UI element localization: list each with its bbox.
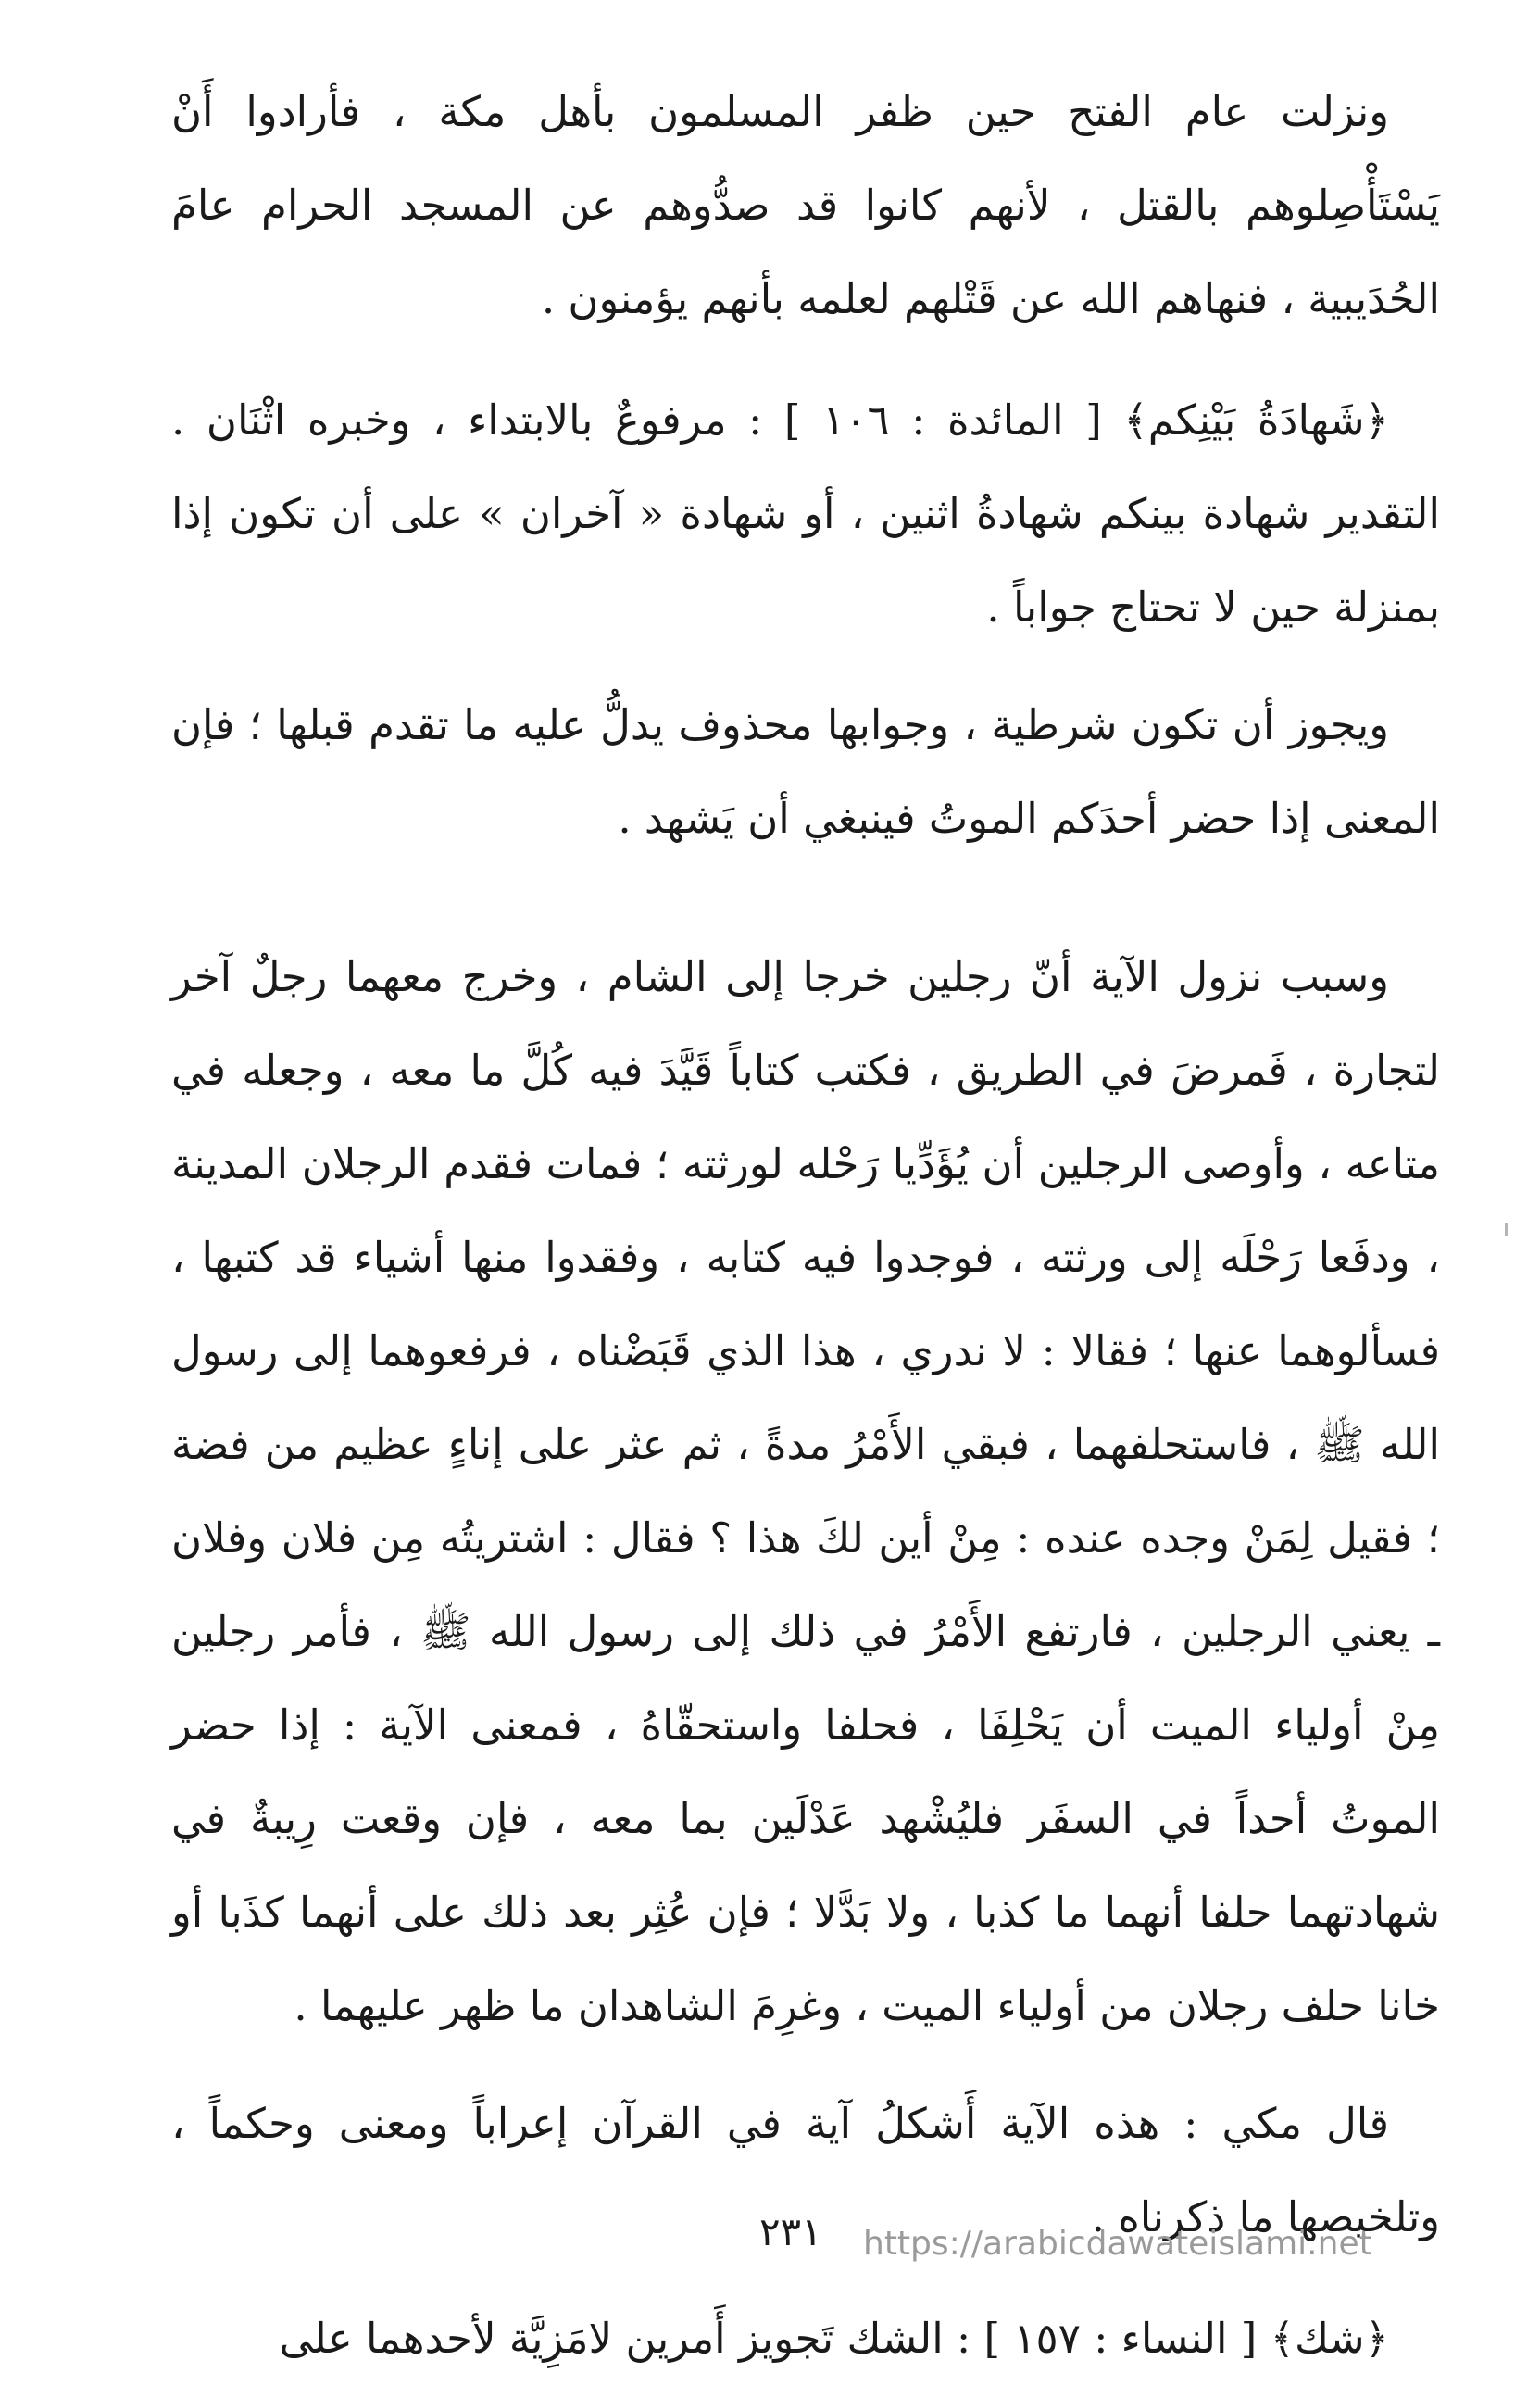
paragraph-makki-quote: قال مكي : هذه الآية أَشكلُ آية في القرآن إعراباً ومعنى وحكماً ، وتلخيصها ما ذكرناه . [171, 2099, 1440, 2241]
margin-speck [1505, 1223, 1508, 1236]
paragraph-shakk-definition: ﴿شك﴾ [ النساء : ١٥٧ ] : الشك تَجويز أَمرين لامَزِيَّة لأحدهما على [279, 2314, 1389, 2363]
paragraph-fath-mecca: ونزلت عام الفتح حين ظفر المسلمون بأهل مكة ، فأرادوا أَنْ يَسْتَأْصِلوهم بالقتل ، لأنهم كانوا قد صدُّوهم عن المسجد الحرام عامَ الحُدَيبية ، فنهاهم الله عن قَتْلهم لعلمه بأنهم يؤمنون . [171, 87, 1440, 323]
page-number: ٢٣١ [759, 2209, 822, 2254]
body-text [171, 65, 1440, 2385]
paragraph-conditional: ويجوز أن تكون شرطية ، وجوابها محذوف يدلُّ عليه ما تقدم قبلها ؛ فإن المعنى إذا حضر أحدَكم الموتُ فينبغي أن يَشهد . [171, 700, 1440, 843]
paragraph-revelation-cause: وسبب نزول الآية أنّ رجلين خرجا إلى الشام ، وخرج معهما رجلٌ آخر لتجارة ، فَمرضَ في الطريق ، فكتب كتاباً قَيَّدَ فيه كُلَّ ما معه ، وجعله في متاعه ، وأوصى الرجلين أن يُؤَدِّيا رَحْله لورثته ؛ فمات فقدم الرجلان المدينة ، ودفَعا رَحْلَه إلى ورثته ، فوجدوا فيه كتابه ، وفقدوا منها أشياء قد كتبها ، فسألوهما عنها ؛ فقالا : لا ندري ، هذا الذي قَبَضْناه ، فرفعوهما إلى رسول الله ﷺ ، فاستحلفهما ، فبقي الأَمْرُ مدةً ، ثم عثر على إناءٍ عظيم من فضة ؛ فقيل لِمَنْ وجده عنده : مِنْ أين لكَ هذا ؟ فقال : اشتريتُه مِن فلان وفلان ـ يعني الرجلين ، فارتفع الأَمْرُ في ذلك إلى رسول الله ﷺ ، فأمر رجلين مِنْ أولياء الميت أن يَحْلِفَا ، فحلفا واستحقّاهُ ، فمعنى الآية : إذا حضر الموتُ أحداً في السفَر فليُشْهد عَدْلَين بما معه ، فإن وقعت رِيبةٌ في شهادتهما حلفا أنهما ما كذبا ، ولا بَدَّلا ؛ فإن عُثِر بعد ذلك على أنهما كذَبا أو خانا حلف رجلان من أولياء الميت ، وغرِمَ الشاهدان ما ظهر عليهما . [171, 952, 1440, 2030]
paragraph-shahadat-baynikum: ﴿شَهادَةُ بَيْنِكم﴾ [ المائدة : ١٠٦ ] : مرفوعٌ بالابتداء ، وخبره اثْنَان . التقدير شهادة بينكم شهادةُ اثنين ، أو شهادة « آخران » على أن تكون إذا بمنزلة حين لا تحتاج جواباً . [171, 395, 1440, 632]
watermark-url: https://arabicdawateislami.net [863, 2225, 1372, 2263]
